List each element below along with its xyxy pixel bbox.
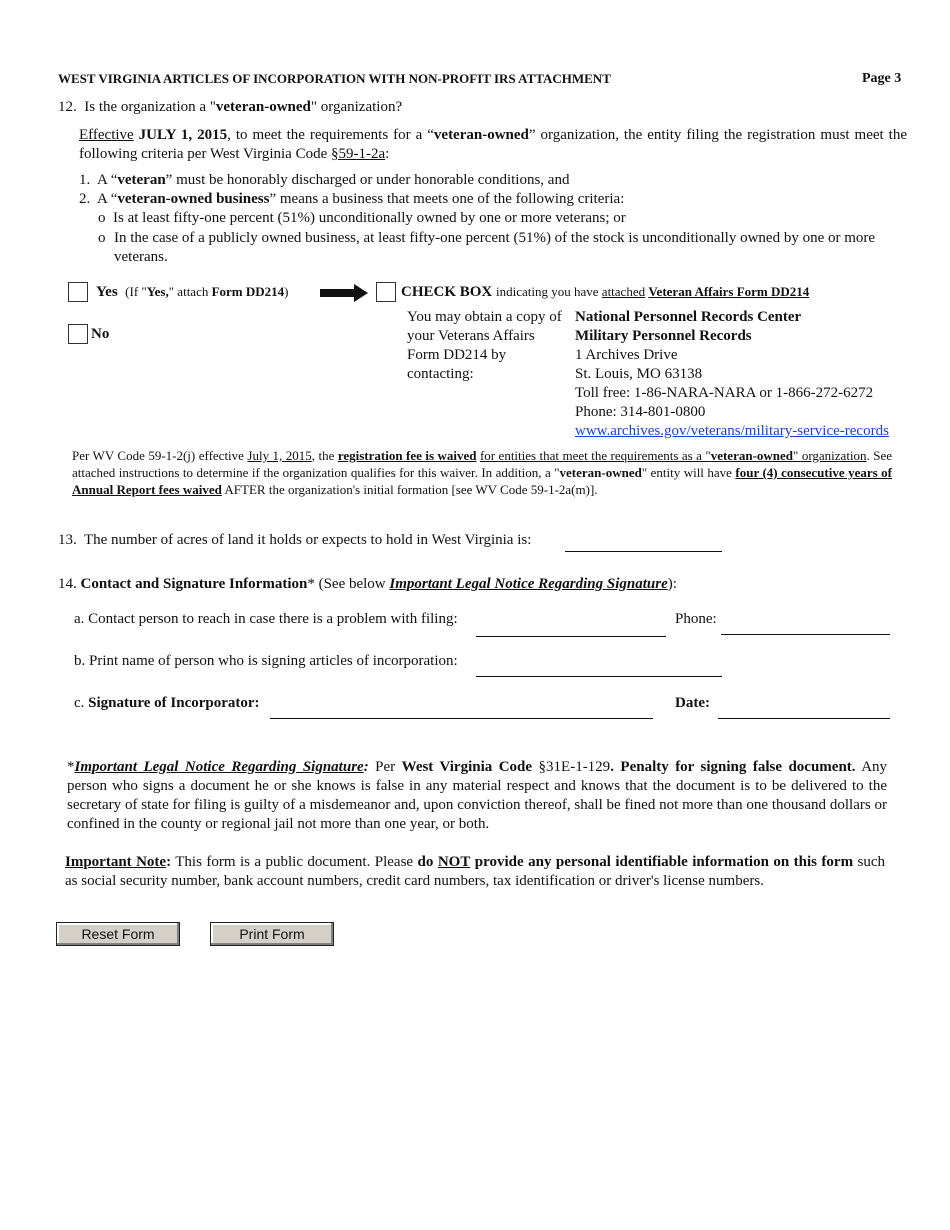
records-center-address: National Personnel Records Center Military Personnel Records 1 Archives Drive St. Louis, MO 63138 Toll free: 1-86-NARA-NARA or 1-866-272-6272 Phone: 314-801-0800 www.archives.gov/veterans/military-service-records — [575, 309, 889, 439]
print-name-label: b. Print name of person who is signing articles of incorporation: — [74, 653, 458, 669]
acres-line — [565, 551, 722, 552]
question-13: 13. The number of acres of land it holds or expects to hold in West Virginia is: — [58, 532, 532, 548]
contact-person-input[interactable] — [476, 614, 666, 636]
criteria-sub-1: o Is at least fifty-one percent (51%) unconditionally owned by one or more veterans; or — [98, 210, 626, 226]
contact-person-line — [476, 636, 666, 637]
print-form-button[interactable]: Print Form — [210, 922, 334, 946]
question-12: 12. Is the organization a "veteran-owned" organization? — [58, 99, 403, 115]
legal-notice: *Important Legal Notice Regarding Signature: Per West Virginia Code §31E-1-129. Penalty for signing false document. Any person who signs a document he or she knows is false in any material respect and knows that the document is to be delivered to the secretary of state for filing is guilty of a misdemeanor and, upon conviction thereof, shall be fined not more than one thousand dollars or confined in the county or regional jail not more than one year, or both. — [67, 759, 888, 832]
criteria-item-2: 2. A “veteran-owned business” means a business that meets one of the following criteria: — [79, 191, 625, 207]
q12-effective-paragraph: Effective JULY 1, 2015, to meet the requirements for a “veteran-owned” organization, the entity filing the registration must meet the following criteria per West Virginia Code §59-1-2a: — [79, 127, 907, 162]
no-checkbox[interactable] — [68, 324, 88, 344]
question-14: 14. Contact and Signature Information* (See below Important Legal Notice Regarding Signature): — [58, 576, 677, 592]
dd214-attached-checkbox[interactable] — [376, 282, 396, 302]
print-name-input[interactable] — [476, 654, 722, 676]
check-box-label: CHECK BOX indicating you have attached Veteran Affairs Form DD214 — [401, 284, 810, 300]
signature-line — [270, 718, 653, 719]
archives-link[interactable]: www.archives.gov/veterans/military-service-records — [575, 423, 889, 439]
obtain-copy-text: You may obtain a copy of your Veterans Affairs Form DD214 by contacting: — [407, 309, 562, 382]
important-note: Important Note: This form is a public document. Please do NOT provide any personal identifiable information on this form such as social security number, bank account numbers, credit card numbers, tax identification or driver's license numbers. — [65, 854, 886, 889]
reset-form-button[interactable]: Reset Form — [56, 922, 180, 946]
date-line — [718, 718, 890, 719]
fee-waiver-paragraph: Per WV Code 59-1-2(j) effective July 1, 2015, the registration fee is waived for entities that meet the requirements as a "veteran-owned" organization. See attached instructions to determine if the organization qualifies for this waiver. In addition, a "veteran-owned" entity will have four (4) consecutive years of Annual Report fees waived AFTER the organization's initial formation [see WV Code 59-1-2a(m)]. — [72, 448, 893, 497]
yes-checkbox[interactable] — [68, 282, 88, 302]
phone-label: Phone: — [675, 611, 717, 627]
signature-input[interactable] — [270, 696, 653, 718]
page-number: Page 3 — [862, 71, 902, 86]
date-input[interactable] — [718, 696, 890, 718]
criteria-item-1: 1. A “veteran” must be honorably discharged or under honorable conditions, and — [79, 172, 570, 188]
yes-label: Yes (If "Yes," attach Form DD214) — [96, 284, 289, 300]
form-title: WEST VIRGINIA ARTICLES OF INCORPORATION WITH NON-PROFIT IRS ATTACHMENT — [58, 71, 611, 86]
signature-label: c. Signature of Incorporator: — [74, 695, 260, 711]
arrow-right-icon — [320, 284, 368, 302]
contact-person-label: a. Contact person to reach in case there is a problem with filing: — [74, 611, 458, 627]
criteria-sub-2: o In the case of a publicly owned business, at least fifty-one percent (51%) of the stock is unconditionally owned by one or more veterans. — [98, 230, 876, 265]
phone-line — [721, 634, 890, 635]
phone-input[interactable] — [721, 612, 890, 634]
print-name-line — [476, 676, 722, 677]
no-label: No — [91, 326, 110, 342]
acres-input[interactable] — [565, 529, 722, 551]
date-label: Date: — [675, 695, 710, 711]
